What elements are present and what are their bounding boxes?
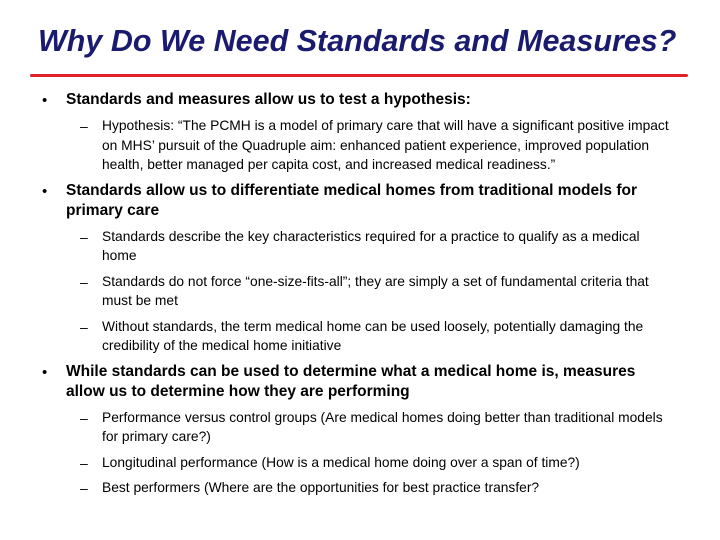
sub-marker: – bbox=[80, 228, 88, 245]
sub-marker: – bbox=[80, 118, 88, 134]
sub-marker: – bbox=[80, 318, 88, 335]
bullet-marker: • bbox=[42, 182, 48, 200]
sub-bullet bbox=[0, 116, 720, 175]
sub-bullet bbox=[0, 478, 720, 498]
sub-bullet bbox=[0, 272, 720, 311]
sub-bullet-text: Best performers (Where are the opportunities for best practice transfer? bbox=[102, 480, 540, 495]
sub-bullet bbox=[0, 408, 720, 447]
sub-bullet bbox=[0, 453, 720, 473]
sub-bullet-text: Without standards, the term medical home can be used loosely, potentially damaging the credibility of the medical home initiative bbox=[102, 318, 644, 353]
sub-bullet bbox=[0, 227, 720, 266]
sub-bullet-text: Standards do not force “one-size-fits-all”; they are simply a set of fundamental criteria that must be met bbox=[102, 273, 649, 308]
sub-marker: – bbox=[80, 409, 88, 426]
slide-title: Why Do We Need Standards and Measures? bbox=[38, 24, 677, 58]
sub-bullet-text: Standards describe the key characteristics required for a practice to qualify as a medical home bbox=[102, 228, 640, 263]
bullet-text: Standards allow us to differentiate medical homes from traditional models for primary care bbox=[66, 181, 638, 219]
sub-bullet-text: Hypothesis: “The PCMH is a model of primary care that will have a significant positive impact on MHS’ pursuit of the Quadruple aim: enhanced patient experience, improved population health, better managed per capita cost, and increased medical readiness.” bbox=[102, 118, 669, 172]
slide-content bbox=[0, 90, 720, 504]
bullet-text: While standards can be used to determine what a medical home is, measures allow us to determine how they are performing bbox=[66, 362, 636, 400]
sub-marker: – bbox=[80, 454, 88, 471]
sub-bullet-text: Performance versus control groups (Are medical homes doing better than traditional models for primary care?) bbox=[102, 409, 663, 444]
bullet-3 bbox=[0, 362, 720, 498]
bullet-marker: • bbox=[42, 363, 48, 381]
bullet-marker: • bbox=[42, 92, 48, 109]
bullet-2 bbox=[0, 181, 720, 356]
bullet-text: Standards and measures allow us to test a hypothesis: bbox=[66, 91, 471, 108]
sub-marker: – bbox=[80, 273, 88, 290]
title-underline bbox=[30, 74, 688, 77]
sub-marker: – bbox=[80, 480, 88, 496]
sub-bullet-text: Longitudinal performance (How is a medical home doing over a span of time?) bbox=[102, 454, 580, 470]
bullet-1 bbox=[0, 90, 720, 175]
sub-bullet bbox=[0, 317, 720, 356]
